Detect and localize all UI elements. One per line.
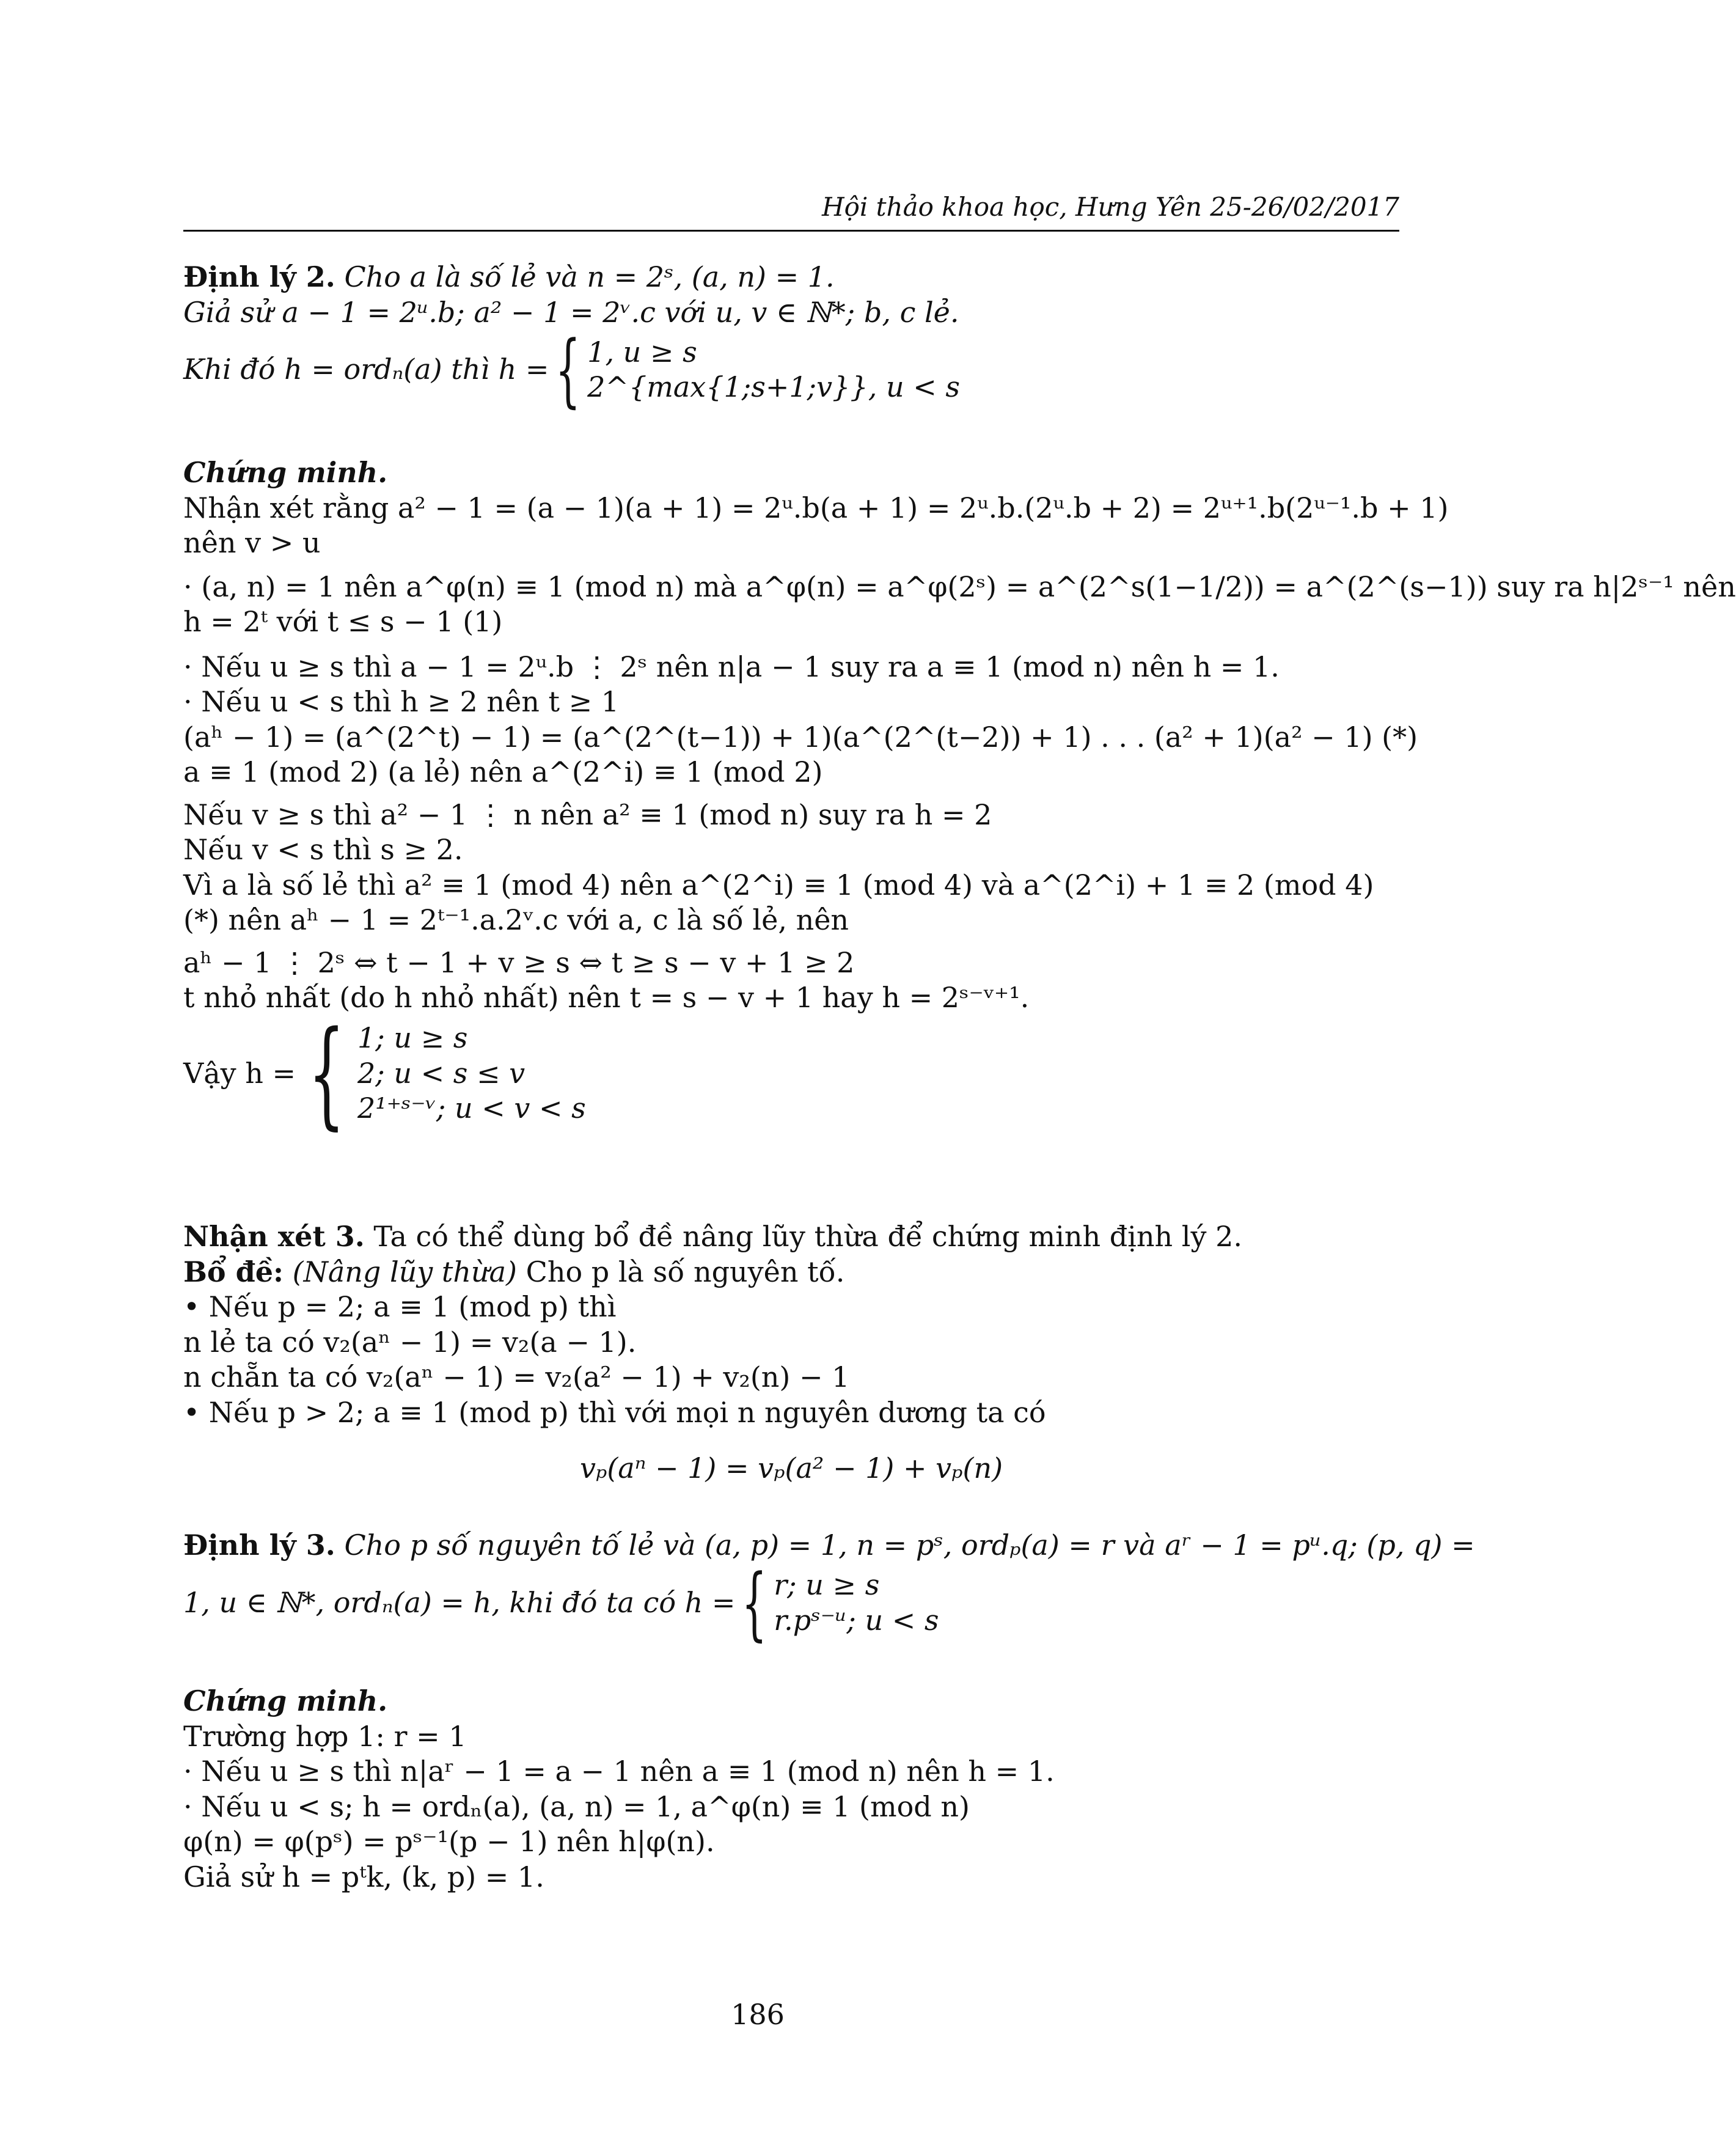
left-brace: { (308, 1005, 345, 1141)
lemma-label: Bổ đề: (183, 1255, 284, 1288)
conclusion-case-1: 1; u ≥ s (357, 1021, 468, 1055)
proof-3-title: Chứng minh. (183, 1684, 388, 1717)
proof-2-line-10: Nếu v < s thì s ≥ 2. (183, 833, 463, 866)
remark-3-line-3: • Nếu p = 2; a ≡ 1 (mod p) thì (183, 1290, 617, 1323)
theorem-2-case-prefix: Khi đó h = ordₙ(a) thì h = (183, 353, 549, 386)
proof-2-line-6: · Nếu u < s thì h ≥ 2 nên t ≥ 1 (183, 685, 620, 718)
lemma-name: (Nâng lũy thừa) (292, 1255, 517, 1288)
theorem-3-line-1: Cho p số nguyên tố lẻ và (a, p) = 1, n = pˢ, ordₚ(a) = r và aʳ − 1 = pᵘ.q; (p, q) = (344, 1529, 1475, 1562)
left-brace: { (742, 1556, 767, 1650)
proof-3-line-5: Giả sử h = pᵗk, (k, p) = 1. (183, 1860, 544, 1893)
theorem-2-line-1: Cho a là số lẻ và n = 2ˢ, (a, n) = 1. (344, 260, 835, 293)
remark-3-line-6: • Nếu p > 2; a ≡ 1 (mod p) thì với mọi n nguyên dương ta có (183, 1395, 1046, 1429)
theorem-3-cases (183, 1556, 1399, 1650)
proof-2-line-11: Vì a là số lẻ thì a² ≡ 1 (mod 4) nên a^(2^i) ≡ 1 (mod 4) và a^(2^i) + 1 ≡ 2 (mod 4) (183, 868, 1374, 901)
theorem-2-line-2: Giả sử a − 1 = 2ᵘ.b; a² − 1 = 2ᵛ.c với u, v ∈ ℕ*; b, c lẻ. (183, 295, 959, 329)
proof-2-line-3: · (a, n) = 1 nên a^φ(n) ≡ 1 (mod n) mà a^φ(n) = a^φ(2ˢ) = a^(2^s(1−1/2)) = a^(2^(s−1)) suy ra h|2ˢ⁻¹ nên (183, 570, 1736, 603)
remark-3-line-5: n chẵn ta có v₂(aⁿ − 1) = v₂(a² − 1) + v₂(n) − 1 (183, 1360, 850, 1393)
remark-3-line-1: Ta có thể dùng bổ đề nâng lũy thừa để chứng minh định lý 2. (373, 1220, 1242, 1253)
proof-2-conclusion (183, 1005, 1399, 1141)
theorem-2-case-2: 2^{max{1;s+1;v}}, u < s (587, 370, 960, 403)
conclusion-case-3: 2¹⁺ˢ⁻ᵛ; u < v < s (357, 1092, 586, 1125)
theorem-2-cases (183, 323, 1399, 416)
theorem-2 (183, 260, 1399, 416)
proof-2-conclusion-prefix: Vậy h = (183, 1056, 296, 1090)
proof-2-line-4: h = 2ᵗ với t ≤ s − 1 (1) (183, 605, 503, 638)
proof-2-line-1: Nhận xét rằng a² − 1 = (a − 1)(a + 1) = 2ᵘ.b(a + 1) = 2ᵘ.b.(2ᵘ.b + 2) = 2ᵘ⁺¹.b(2ᵘ⁻¹.b + 1) (183, 491, 1449, 524)
proof-2 (183, 455, 1736, 1141)
theorem-3-case-1: r; u ≥ s (774, 1568, 880, 1601)
proof-2-line-14: t nhỏ nhất (do h nhỏ nhất) nên t = s − v + 1 hay h = 2ˢ⁻ᵛ⁺¹. (183, 981, 1030, 1014)
proof-2-title: Chứng minh. (183, 456, 388, 489)
proof-2-line-2: nên v > u (183, 526, 321, 559)
remark-3-line-4: n lẻ ta có v₂(aⁿ − 1) = v₂(a − 1). (183, 1325, 637, 1359)
remark-3 (183, 1219, 1399, 1486)
theorem-2-case-1: 1, u ≥ s (587, 335, 697, 369)
running-header: Hội thảo khoa học, Hưng Yên 25-26/02/2017 (183, 191, 1399, 232)
theorem-2-label: Định lý 2. (183, 260, 335, 293)
proof-3 (183, 1684, 1399, 1895)
left-brace: { (555, 323, 581, 416)
proof-2-line-13: aʰ − 1 ⋮ 2ˢ ⇔ t − 1 + v ≥ s ⇔ t ≥ s − v + 1 ≥ 2 (183, 945, 855, 979)
conclusion-case-2: 2; u < s ≤ v (357, 1056, 526, 1090)
proof-3-line-1: Trường hợp 1: r = 1 (183, 1719, 467, 1753)
proof-3-line-4: φ(n) = φ(pˢ) = pˢ⁻¹(p − 1) nên h|φ(n). (183, 1825, 715, 1858)
theorem-3 (183, 1528, 1475, 1650)
lifting-equation: vₚ(aⁿ − 1) = vₚ(a² − 1) + vₚ(n) (579, 1452, 1003, 1485)
proof-2-line-7: (aʰ − 1) = (a^(2^t) − 1) = (a^(2^(t−1)) + 1)(a^(2^(t−2)) + 1) . . . (a² + 1)(a² − 1) (*) (183, 720, 1418, 754)
proof-2-line-5: · Nếu u ≥ s thì a − 1 = 2ᵘ.b ⋮ 2ˢ nên n|a − 1 suy ra a ≡ 1 (mod n) nên h = 1. (183, 650, 1280, 683)
proof-2-line-8: a ≡ 1 (mod 2) (a lẻ) nên a^(2^i) ≡ 1 (mod 2) (183, 755, 823, 788)
page-number: 186 (731, 1998, 785, 2031)
remark-3-label: Nhận xét 3. (183, 1220, 365, 1253)
theorem-3-case-prefix: 1, u ∈ ℕ*, ordₙ(a) = h, khi đó ta có h = (183, 1585, 736, 1619)
proof-2-line-12: (*) nên aʰ − 1 = 2ᵗ⁻¹.a.2ᵛ.c với a, c là số lẻ, nên (183, 903, 849, 936)
proof-2-line-9: Nếu v ≥ s thì a² − 1 ⋮ n nên a² ≡ 1 (mod n) suy ra h = 2 (183, 798, 992, 831)
theorem-3-label: Định lý 3. (183, 1529, 335, 1562)
proof-3-line-2: · Nếu u ≥ s thì n|aʳ − 1 = a − 1 nên a ≡ 1 (mod n) nên h = 1. (183, 1755, 1055, 1788)
theorem-3-case-2: r.pˢ⁻ᵘ; u < s (774, 1603, 939, 1637)
lemma-text: Cho p là số nguyên tố. (526, 1255, 845, 1288)
proof-3-line-3: · Nếu u < s; h = ordₙ(a), (a, n) = 1, a^φ(n) ≡ 1 (mod n) (183, 1790, 970, 1823)
